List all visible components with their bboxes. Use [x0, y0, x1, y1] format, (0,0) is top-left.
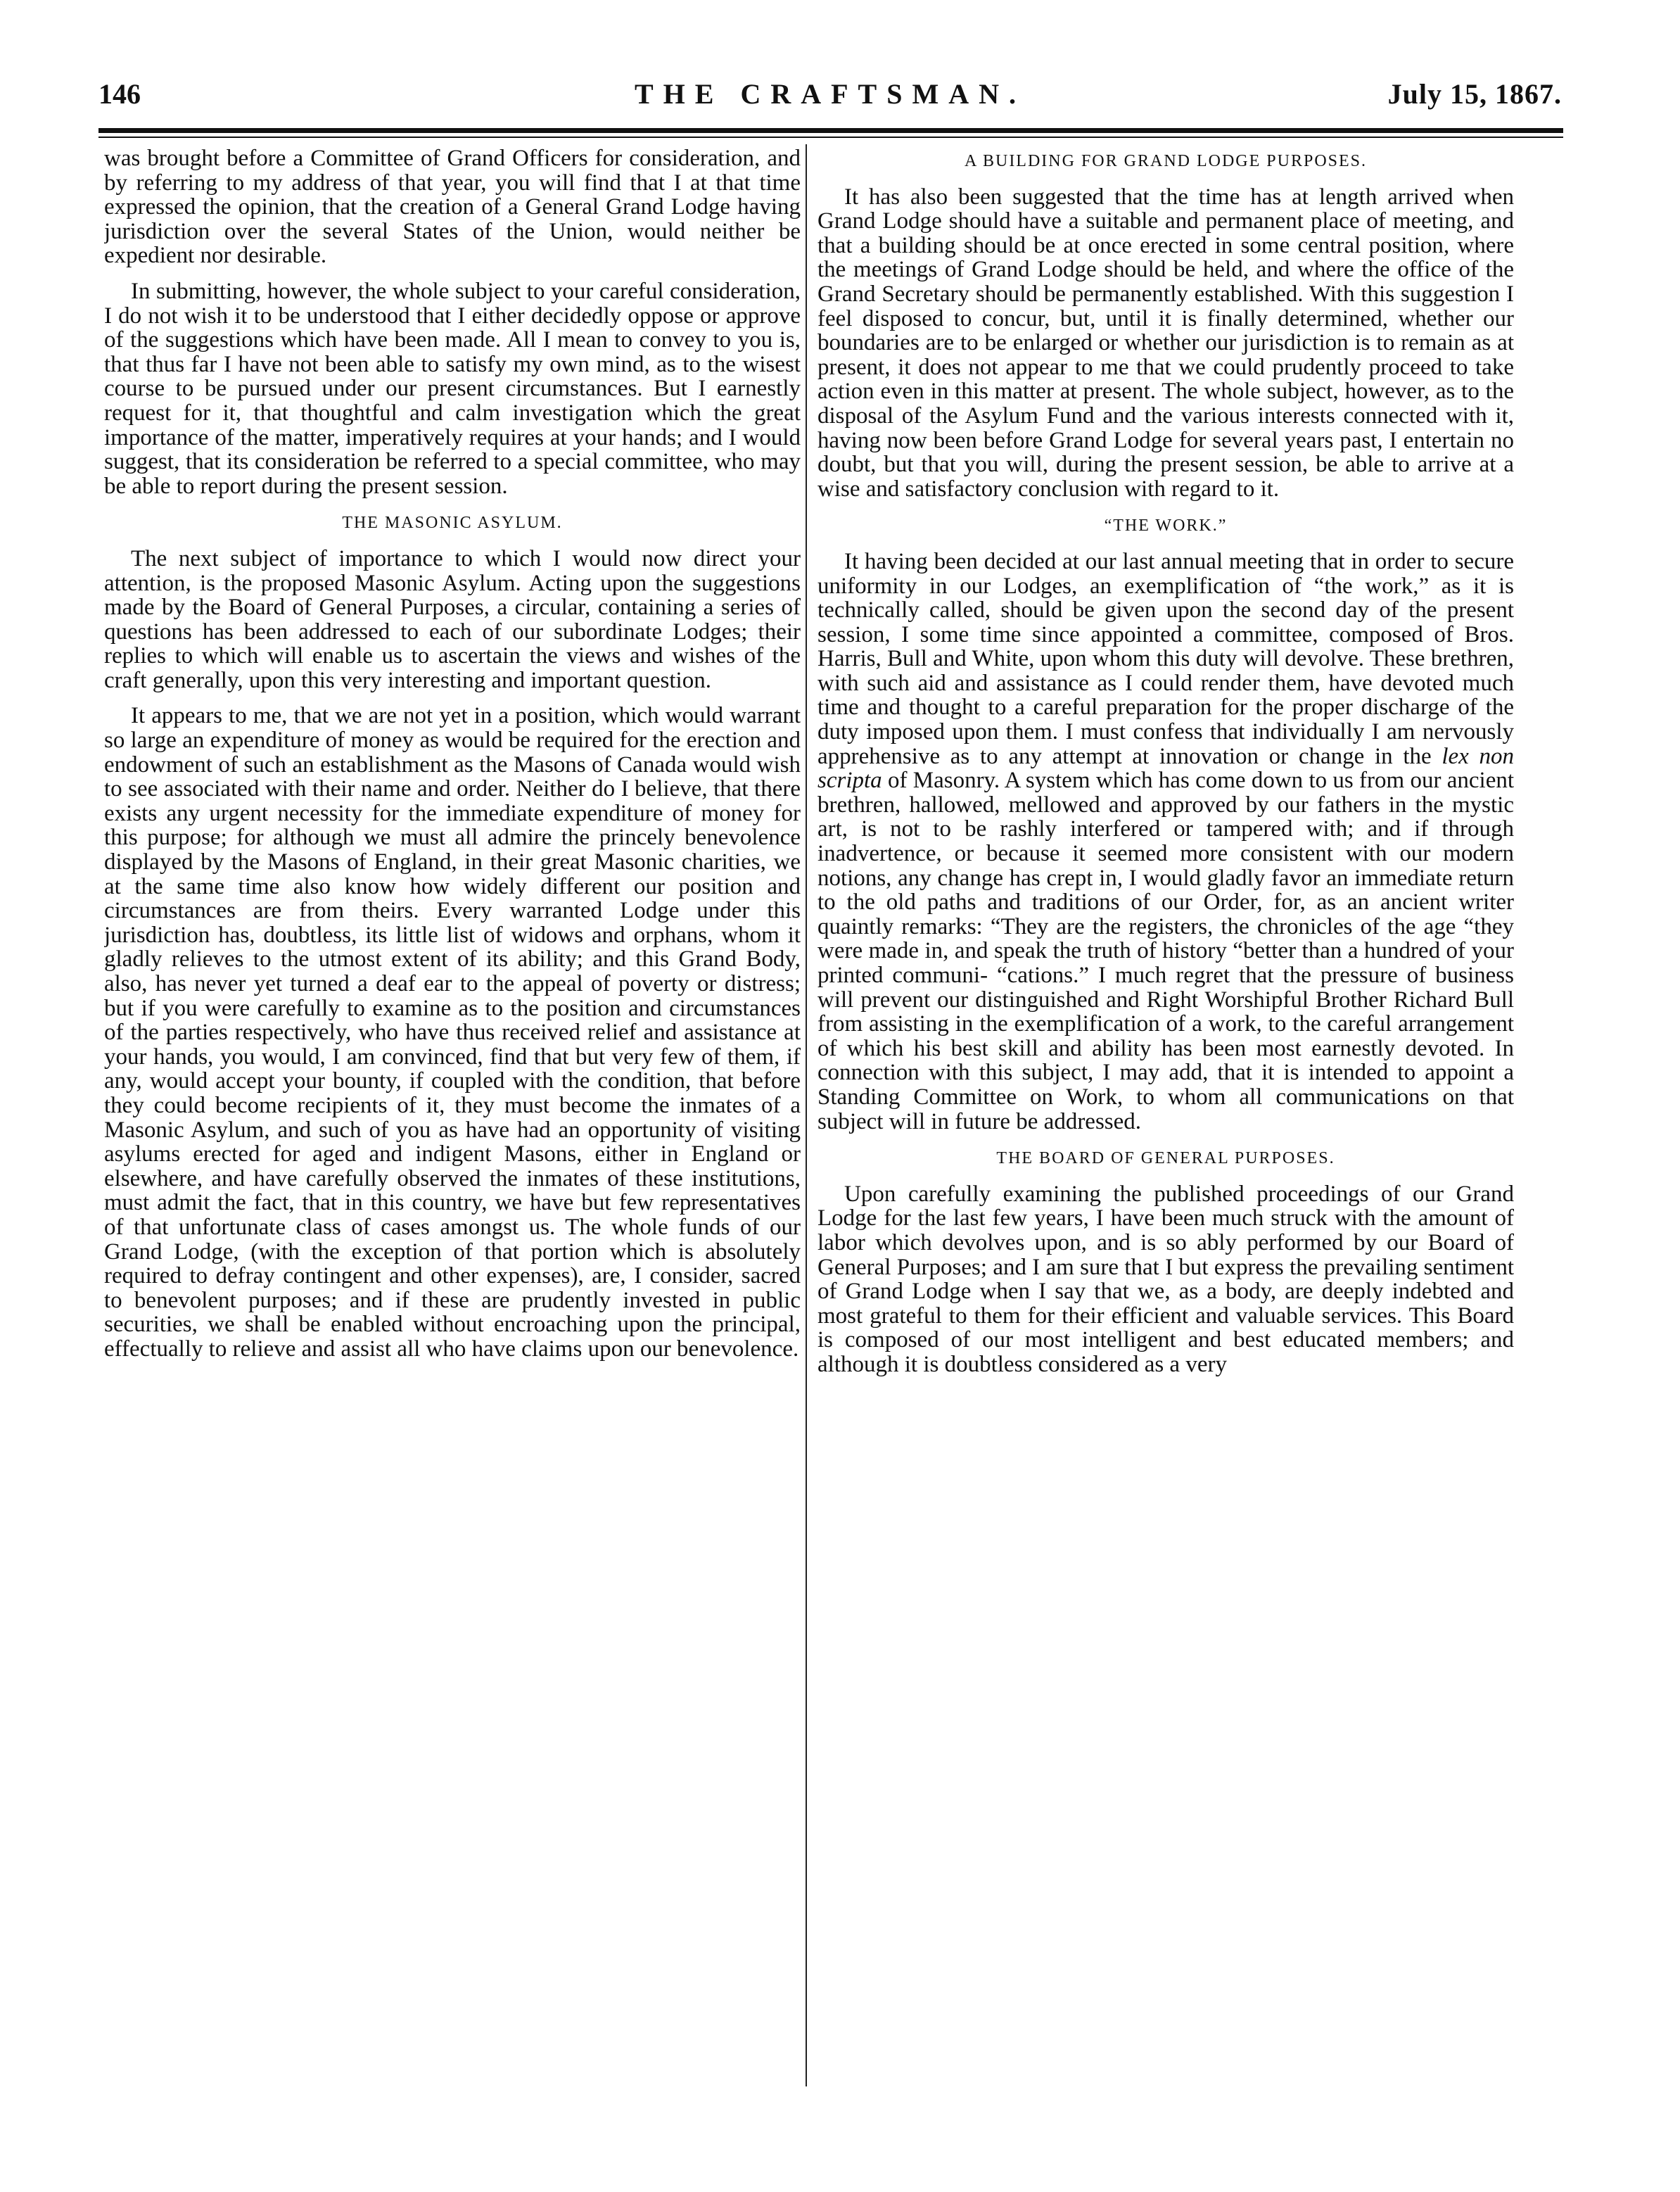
latin-phrase: lex non scripta [817, 743, 1514, 794]
header-rule-thick [98, 128, 1563, 133]
section-heading-the-work: “THE WORK.” [1104, 517, 1228, 536]
publication-title: THE CRAFTSMAN. [634, 78, 1026, 110]
paragraph: The next subject of importance to which I would now direct your attention, is the proposed Masonic Asylum. Acting upon the suggestions made by the Board of General Purposes, a circular, containing a series of questions has been addressed to each of our subordinate Lodges; their replies to which will enable us to ascertain the views and wishes of the craft generally, upon this very interesting and important question. [104, 545, 801, 693]
paragraph: It appears to me, that we are not yet in a position, which would warrant so large an expenditure of money as would be required for the erection and endowment of such an establishment as the Masons of Canada would wish to see associated with their name and order. Neither do I believe, that there exists any urgent necessity for the immediate expenditure of money for this purpose; for although we must all admire the princely benevolence displayed by the Masons of England, in their great Masonic charities, we at the same time also know how widely different our position and circumstances are from theirs. Every warranted Lodge under this jurisdiction has, doubtless, its little list of widows and orphans, whom it gladly relieves to the utmost extent of its ability; and this Grand Body, also, has never yet turned a deaf ear to the appeal of poverty or distress; but if you were carefully to examine as to the position and circumstances of the parties respectively, who have thus received relief and assistance at your hands, you would, I am convinced, find that but very few of them, if any, would accept your bounty, if coupled with the condition, that before they could become recipients of it, they must become the inmates of a Masonic Asylum, and such of you as have had an opportunity of visiting asylums erected for aged and indigent Masons, either in England or elsewhere, and have carefully observed the inmates of these institutions, must admit the fact, that in this country, we have but few representatives of that unfortunate class of cases amongst us. The whole funds of our Grand Lodge, (with the exception of that portion which is absolutely required to defray contingent and other expenses), are, I consider, sacred to benevolent purposes; and if these are prudently invested in public securities, we shall be enabled without encroaching upon the principal, effectually to relieve and assist all who have claims upon our benevolence. [104, 703, 801, 1362]
paragraph: Upon carefully examining the published proceedings of our Grand Lodge for the last few years, I have been much struck with the amount of labor which devolves upon, and is so ably performed by our Board of General Purposes; and I am sure that I but express the prevailing sentiment of Grand Lodge when I say that we, as a body, are deeply indebted and most grateful to them for their efficient and valuable services. This Board is composed of our most intelligent and best educated members; and although it is doubtless considered as a very [817, 1181, 1514, 1377]
paragraph-text: It having been decided at our last annual meeting that in order to secure uniformity in our Lodges, an exemplification of “the work,” as it is technically called, should be given upon the second day of the present session, I some time since appointed a committee, composed of Bros. Harris, Bull and White, upon whom this duty will devolve. These brethren, with such aid and assistance as I could render them, have devoted much time and thought to a careful preparation for the proper discharge of the duty imposed upon them. I must confess that individually I am nervously apprehensive as to any attempt at innovation or change in the [817, 548, 1514, 769]
paragraph: In submitting, however, the whole subject to your careful consideration, I do not wish it to be understood that I either decidedly oppose or approve of the suggestions which have been made. All I mean to convey to you is, that thus far I have not been able to satisfy my own mind, as to the wisest course to be pursued under our present circumstances. But I earnestly request for it, that thoughtful and calm investigation which the great importance of the matter, imperatively requires at your hands; and I would suggest, that its consideration be referred to a special committee, who may be able to report during the present session. [104, 278, 801, 499]
page-header [98, 77, 1562, 120]
section-heading-masonic-asylum: THE MASONIC ASYLUM. [342, 514, 563, 533]
right-column [817, 146, 1514, 2089]
paragraph [817, 550, 1514, 1134]
section-heading-board: THE BOARD OF GENERAL PURPOSES. [996, 1149, 1335, 1168]
left-column [104, 146, 801, 2089]
paragraph: It has also been suggested that the time has at length arrived when Grand Lodge should have a suitable and permanent place of meeting, and that a building should be at once erected in some central position, where the meetings of Grand Lodge should be held, and where the office of the Grand Secretary should be permanently established. With this suggestion I feel disposed to concur, but, until it is finally determined, whether our boundaries are to be enlarged or whether our jurisdiction is to remain as at present, it does not appear to me that we could prudently proceed to take action even in this matter at present. The whole subject, however, as to the disposal of the Asylum Fund and the various interests connected with it, having now been before Grand Lodge for several years past, I entertain no doubt, but that you will, during the present session, be able to arrive at a wise and satisfactory conclusion with regard to it. [817, 184, 1514, 502]
page-number: 146 [98, 78, 141, 110]
section-heading-building: A BUILDING FOR GRAND LODGE PURPOSES. [964, 152, 1368, 170]
column-divider [806, 144, 807, 2086]
paragraph-text: of Masonry. A system which has come down to us from our ancient brethren, hallowed, mellowed and approved by our fathers in the mystic art, is not to be rashly interfered or tampered with; and if through inadvertence, or because it seemed more consistent with our modern notions, any change has crept in, I would gladly favor an immediate return to the old paths and traditions of our Order, for, as an ancient writer quaintly remarks: “They are the registers, the chronicles of the age “they were made in, and speak the truth of history “better than a hundred of your printed communi- “cations.” I much regret that the pressure of business will prevent our distinguished and Right Worshipful Brother Richard Bull from assisting in the exemplification of a work, to the careful arrangement of which his best skill and ability has been most earnestly devoted. In connection with this subject, I may add, that it is intended to appoint a Standing Committee on Work, to whom all communications on that subject will in future be addressed. [817, 768, 1514, 1134]
issue-date: July 15, 1867. [1387, 78, 1562, 110]
paragraph: was brought before a Committee of Grand Officers for consideration, and by referring to my address of that year, you will find that I at that time expressed the opinion, that the creation of a General Grand Lodge having jurisdiction over the several States of the Union, would neither be expedient nor desirable. [104, 146, 801, 269]
header-rule-thin [98, 137, 1563, 138]
